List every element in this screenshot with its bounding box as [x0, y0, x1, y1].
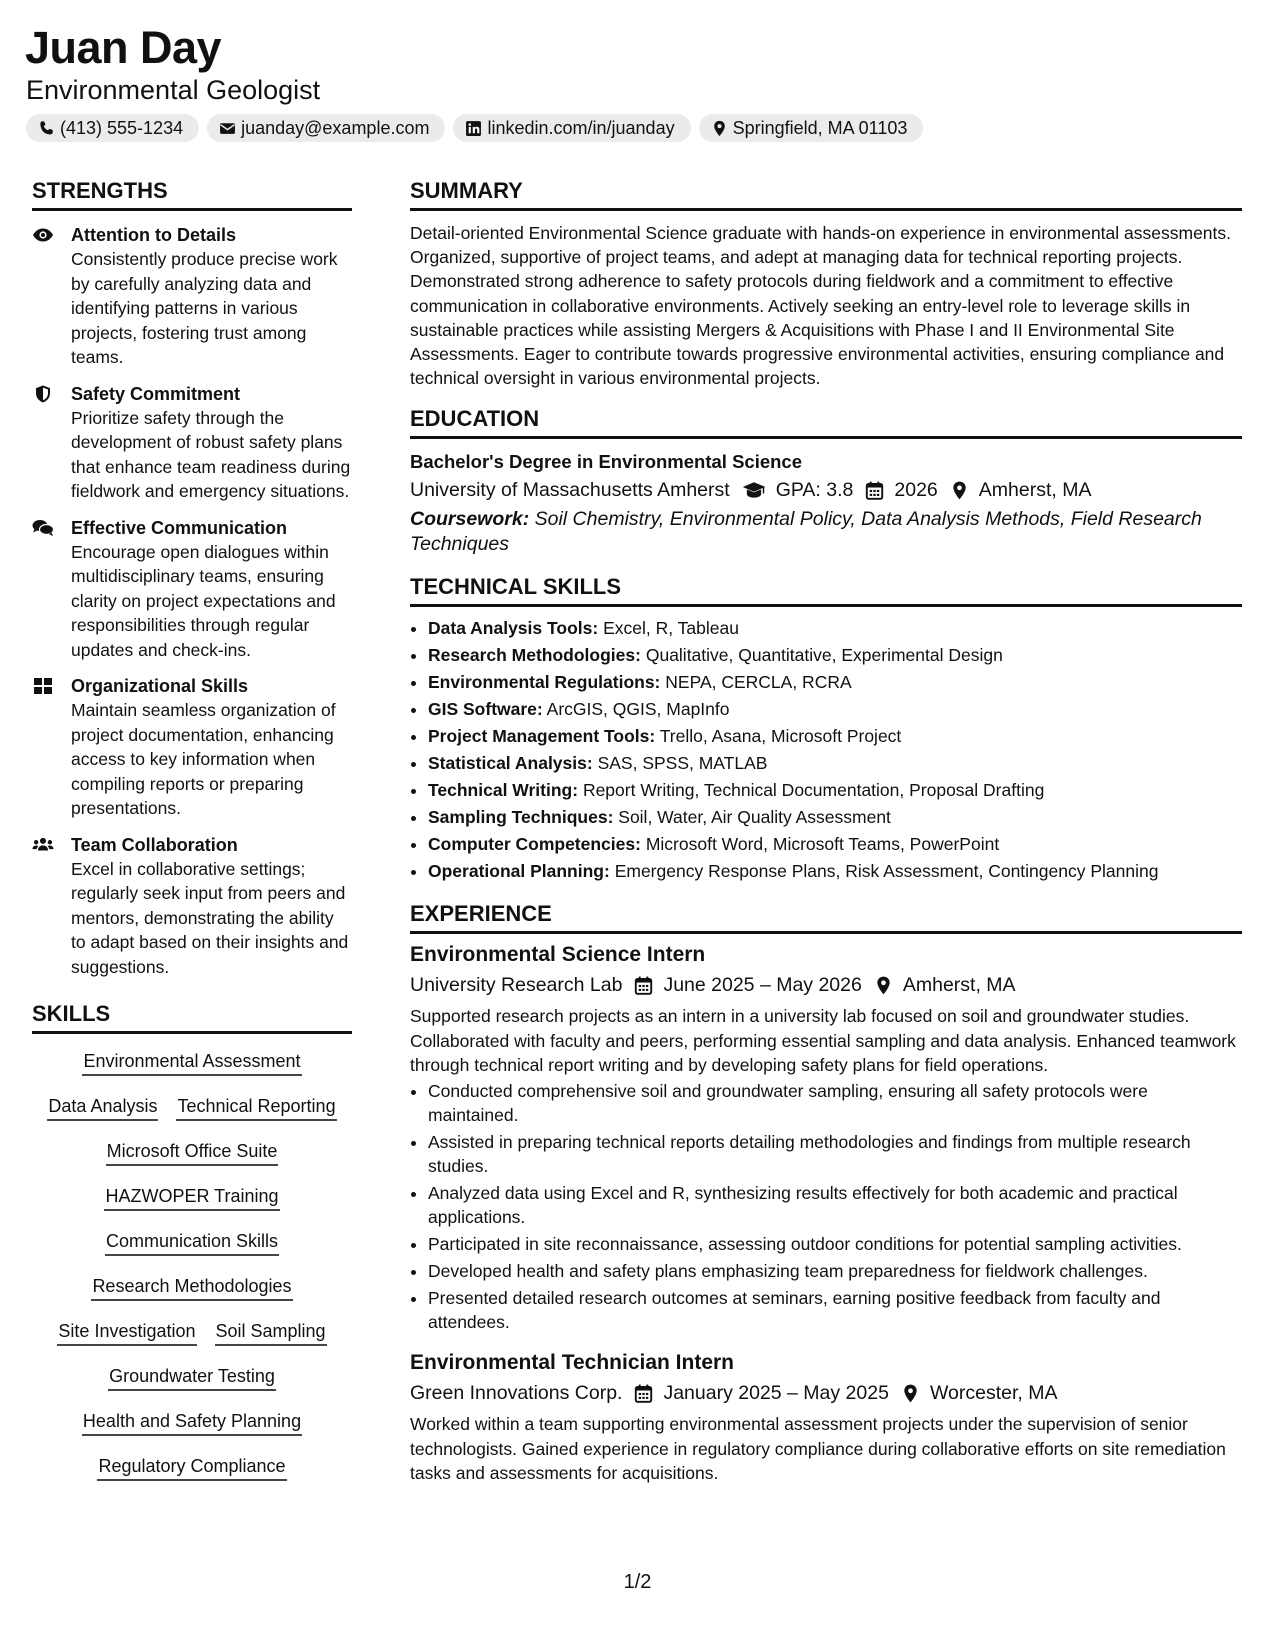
strength-title: Safety Commitment — [71, 383, 241, 404]
strength-desc: Encourage open dialogues within multidisciplinary teams, ensuring clarity on project expectations and responsibilities through regular updates and check-ins. — [71, 541, 336, 660]
skills-heading: SKILLS — [32, 999, 352, 1034]
tech-skill-value: Trello, Asana, Microsoft Project — [659, 726, 902, 747]
skill-tag: HAZWOPER Training — [104, 1183, 279, 1211]
job-dates: June 2025 – May 2026 — [663, 974, 862, 997]
job-title: Environmental Science Intern — [410, 943, 706, 967]
linkedin-icon — [465, 120, 482, 137]
job-meta — [410, 970, 1242, 1000]
list-item — [428, 696, 1242, 723]
strength-title: Effective Communication — [71, 517, 288, 538]
tech-skill-label: Statistical Analysis: — [428, 753, 593, 774]
strength-desc: Prioritize safety through the development of robust safety plans that enhance team readiness during fieldwork and emergency situations. — [71, 407, 351, 501]
strength-desc: Excel in collaborative settings; regularly seek input from peers and mentors, demonstrating the ability to adapt based on their insights and suggestions. — [71, 858, 349, 977]
tech-skill-value: ArcGIS, QGIS, MapInfo — [546, 699, 730, 720]
coursework — [410, 507, 1242, 556]
contact-email[interactable] — [207, 114, 445, 142]
tech-skill-label: Project Management Tools: — [428, 726, 656, 747]
skill-tag: Data Analysis — [47, 1093, 158, 1121]
list-item: • Assisted in preparing technical reports detailing methodologies and findings from multiple research studies. — [428, 1130, 1242, 1178]
skill-tag: Soil Sampling — [215, 1318, 327, 1346]
skill-tag: Technical Reporting — [176, 1093, 336, 1121]
candidate-title: Environmental Geologist — [26, 75, 321, 105]
tech-skill-value: Report Writing, Technical Documentation, Proposal Drafting — [582, 780, 1045, 801]
tech-skill-value: Excel, R, Tableau — [603, 618, 739, 639]
list-item — [428, 777, 1242, 804]
company-name: University Research Lab — [410, 974, 623, 997]
strength-title: Attention to Details — [71, 225, 236, 245]
map-pin-icon — [711, 120, 728, 137]
comments-icon — [32, 516, 71, 663]
experience-heading: EXPERIENCE — [410, 899, 1242, 934]
tech-skill-value: Emergency Response Plans, Risk Assessment, Contingency Planning — [614, 861, 1159, 882]
contact-linkedin[interactable] — [453, 114, 690, 142]
list-item — [428, 750, 1242, 777]
job-description: Worked within a team supporting environmental assessment projects under the supervision of senior technologists. Gained experience in regulatory compliance during collaborative efforts on site remediation tasks and assessments for acquisitions. — [410, 1414, 1226, 1483]
tech-skill-value: Microsoft Word, Microsoft Teams, PowerPoint — [645, 834, 1000, 855]
tech-skill-value: Soil, Water, Air Quality Assessment — [618, 807, 891, 828]
list-item: • Conducted comprehensive soil and groundwater sampling, ensuring all safety protocols were maintained. — [428, 1079, 1242, 1127]
tech-skill-label: Computer Competencies: — [428, 834, 641, 855]
strength-desc: Maintain seamless organization of project documentation, enhancing access to key information when compiling reports or preparing presentations. — [71, 700, 336, 818]
job-location: Worcester, MA — [929, 1382, 1058, 1405]
skill-tag: Groundwater Testing — [108, 1363, 276, 1391]
list-item — [428, 723, 1242, 750]
calendar-icon — [622, 976, 663, 995]
school-name: University of Massachusetts Amherst — [410, 479, 730, 502]
page-number: 1/2 — [623, 1571, 652, 1593]
skill-tag: Research Methodologies — [91, 1273, 292, 1301]
tech-skill-value: SAS, SPSS, MATLAB — [597, 753, 768, 774]
tech-skill-label: Research Methodologies: — [428, 645, 641, 666]
list-item — [428, 615, 1242, 642]
map-pin-icon — [862, 976, 903, 995]
technical-skills-heading: TECHNICAL SKILLS — [410, 572, 1242, 607]
graduation-cap-icon — [730, 481, 776, 500]
right-column — [410, 176, 1242, 1487]
strength-item — [32, 382, 352, 504]
list-item — [428, 858, 1242, 885]
contact-location — [699, 114, 924, 142]
skill-tag: Communication Skills — [105, 1228, 279, 1256]
contact-location-text: Springfield, MA 01103 — [732, 117, 908, 138]
summary-text: Detail-oriented Environmental Science graduate with hands-on experience in environmental assessments. Organized, supportive of project teams, and adept at managing data for technical reporting projects. Demonstrated strong adherence to safety protocols during fieldwork and a commitment to effective communication in collaborative environments. Actively seeking an entry-level role to leverage skills in sustainable practices while assisting Mergers & Acquisitions with Phase I and II Environmental Site Assessments. Eager to contribute towards progressive environmental activities, ensuring compliance and technical oversight in various environmental projects. — [410, 223, 1232, 389]
list-item — [428, 831, 1242, 858]
list-item — [428, 669, 1242, 696]
job-dates: January 2025 – May 2025 — [663, 1382, 889, 1405]
calendar-icon — [853, 481, 894, 500]
job-title: Environmental Technician Intern — [410, 1351, 735, 1375]
tech-skill-label: Data Analysis Tools: — [428, 618, 599, 639]
map-pin-icon — [889, 1384, 930, 1403]
strength-title: Team Collaboration — [71, 834, 238, 855]
list-item: • Developed health and safety plans emphasizing team preparedness for fieldwork challenges. — [428, 1259, 1242, 1283]
degree-title: Bachelor's Degree in Environmental Science — [410, 451, 803, 473]
strength-title: Organizational Skills — [71, 676, 249, 696]
contact-email-text: juanday@example.com — [241, 117, 430, 138]
job-entry — [410, 1348, 1242, 1485]
grid-icon — [32, 674, 71, 821]
strength-item — [32, 833, 352, 980]
tech-skill-label: Environmental Regulations: — [428, 672, 661, 693]
contact-linkedin-text: linkedin.com/in/juanday — [487, 117, 675, 138]
tech-skill-value: Qualitative, Quantitative, Experimental Design — [645, 645, 1003, 666]
tech-skill-label: GIS Software: — [428, 699, 543, 720]
contact-phone-text: (413) 555-1234 — [60, 117, 184, 138]
education-meta — [410, 475, 1242, 505]
strength-item — [32, 674, 352, 821]
skill-tag: Health and Safety Planning — [82, 1408, 302, 1436]
left-column — [32, 176, 352, 1498]
skill-tag: Microsoft Office Suite — [106, 1138, 279, 1166]
strength-desc: Consistently produce precise work by carefully analyzing data and identifying patterns in various projects, fostering trust among teams. — [71, 249, 338, 367]
job-entry — [410, 940, 1242, 1334]
map-pin-icon — [938, 481, 979, 500]
strengths-heading: STRENGTHS — [32, 176, 352, 211]
phone-icon — [38, 120, 55, 137]
job-description: Supported research projects as an intern in a university lab focused on soil and groundwater studies. Collaborated with faculty and peers, performing essential sampling and data analysis. Enhanced teamwork through technical report writing and by developing safety plans for field operations. — [410, 1006, 1236, 1076]
school-location: Amherst, MA — [978, 479, 1092, 502]
job-bullets — [410, 1079, 1242, 1334]
list-item — [428, 804, 1242, 831]
contact-phone[interactable] — [26, 114, 199, 142]
tech-skill-label: Technical Writing: — [428, 780, 579, 801]
tech-skill-value: NEPA, CERCLA, RCRA — [665, 672, 852, 693]
company-name: Green Innovations Corp. — [410, 1382, 623, 1405]
eye-icon — [32, 223, 71, 370]
list-item: • Participated in site reconnaissance, assessing outdoor conditions for potential sampling activities. — [428, 1232, 1242, 1256]
education-heading: EDUCATION — [410, 404, 1242, 439]
candidate-name: Juan Day — [25, 22, 222, 73]
job-meta — [410, 1378, 1242, 1408]
envelope-icon — [219, 120, 236, 137]
job-location: Amherst, MA — [902, 974, 1016, 997]
technical-skills-list — [410, 615, 1242, 885]
strength-item — [32, 223, 352, 370]
users-icon — [32, 833, 71, 980]
coursework-label: Coursework: — [410, 508, 530, 531]
strengths-list — [32, 221, 352, 979]
skill-tag: Environmental Assessment — [82, 1048, 301, 1076]
shield-icon — [32, 382, 71, 504]
summary-heading: SUMMARY — [410, 176, 1242, 211]
skills-list — [32, 1044, 352, 1498]
list-item — [428, 642, 1242, 669]
gpa-value: GPA: 3.8 — [775, 479, 854, 502]
tech-skill-label: Operational Planning: — [428, 861, 610, 882]
list-item: • Presented detailed research outcomes at seminars, earning positive feedback from faculty and attendees. — [428, 1286, 1242, 1334]
calendar-icon — [622, 1384, 663, 1403]
graduation-year: 2026 — [894, 479, 938, 502]
coursework-list: Soil Chemistry, Environmental Policy, Data Analysis Methods, Field Research Techniques — [410, 508, 1202, 555]
tech-skill-label: Sampling Techniques: — [428, 807, 614, 828]
skill-tag: Regulatory Compliance — [97, 1453, 286, 1481]
list-item: • Analyzed data using Excel and R, synthesizing results effectively for both academic and practical applications. — [428, 1181, 1242, 1229]
strength-item — [32, 516, 352, 663]
skill-tag: Site Investigation — [57, 1318, 196, 1346]
contact-bar — [26, 114, 923, 142]
